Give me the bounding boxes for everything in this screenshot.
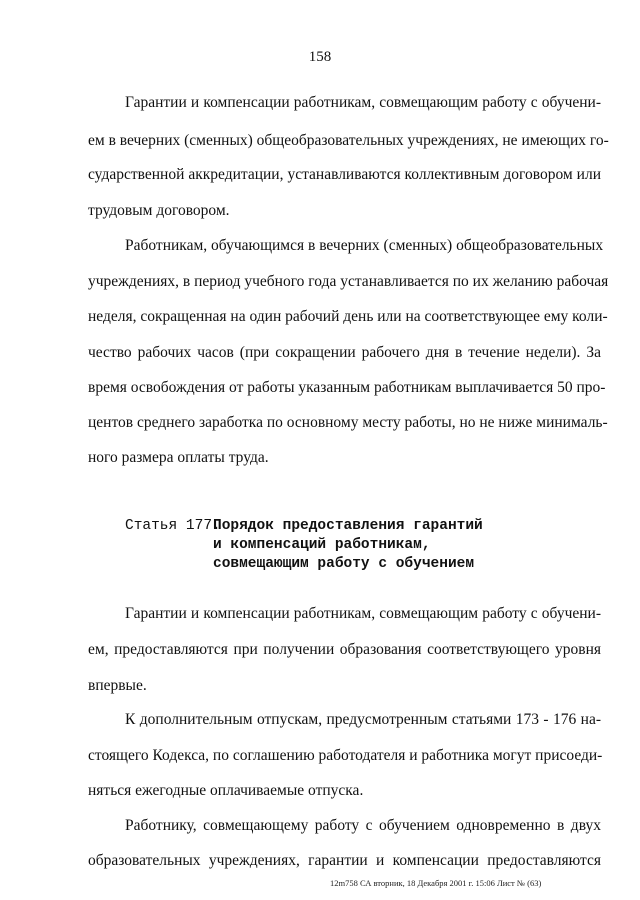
text-line: Гарантии и компенсации работникам, совмещающим работу с обучени-: [125, 94, 601, 111]
text-line: впервые.: [88, 677, 147, 694]
text-line: Гарантии и компенсации работникам, совмещающим работу с обучени-: [125, 605, 601, 622]
page-number: 158: [308, 49, 332, 65]
text-line: ного размера оплаты труда.: [88, 449, 269, 466]
text-line: ем, предоставляются при получении образования соответствующего уровня: [88, 641, 601, 658]
text-line: сударственной аккредитации, устанавливаются коллективным договором или: [88, 166, 601, 183]
article-label: Статья 177.: [125, 518, 221, 534]
text-line: Работникам, обучающимся в вечерних (сменных) общеобразовательных: [125, 237, 604, 254]
text-line: чество рабочих часов (при сокращении рабочего дня в течение недели). За: [88, 344, 601, 361]
text-line: трудовым договором.: [88, 202, 230, 219]
text-line: К дополнительным отпускам, предусмотренным статьями 173 - 176 на-: [125, 711, 601, 728]
page-footer: 12m758 СА вторник, 18 Декабря 2001 г. 15:06 Лист № (63): [330, 878, 542, 888]
article-title-line: совмещающим работу с обучением: [213, 556, 475, 572]
text-line: няться ежегодные оплачиваемые отпуска.: [88, 782, 364, 799]
article-title-line: и компенсаций работникам,: [213, 537, 431, 553]
text-line: стоящего Кодекса, по соглашению работодателя и работника могут присоеди-: [88, 747, 603, 764]
article-title-line: Порядок предоставления гарантий: [213, 518, 483, 534]
text-line: время освобождения от работы указанным работникам выплачивается 50 про-: [88, 379, 606, 396]
text-line: образовательных учреждениях, гарантии и компенсации предоставляются: [88, 852, 601, 869]
text-line: учреждениях, в период учебного года устанавливается по их желанию рабочая: [88, 273, 609, 290]
text-line: центов среднего заработка по основному месту работы, но не ниже минималь-: [88, 414, 608, 431]
text-line: ем в вечерних (сменных) общеобразовательных учреждениях, не имеющих го-: [88, 132, 609, 149]
text-line: неделя, сокращенная на один рабочий день или на соответствующее ему коли-: [88, 308, 608, 325]
text-line: Работнику, совмещающему работу с обучением одновременно в двух: [125, 817, 601, 834]
